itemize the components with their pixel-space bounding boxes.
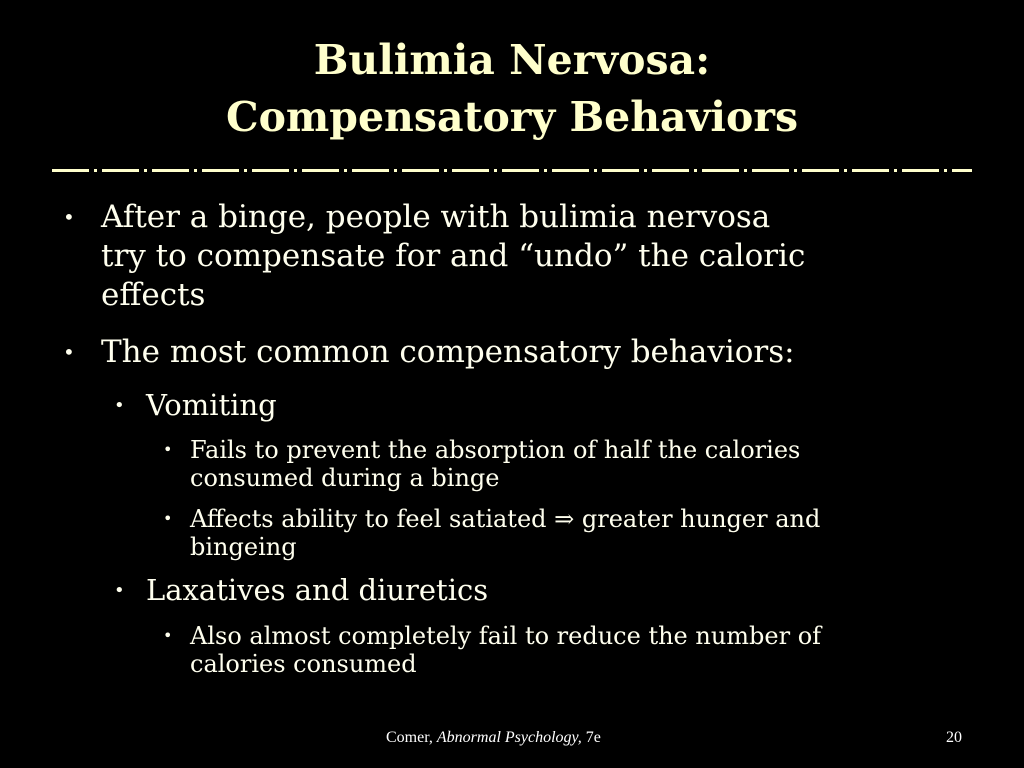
bullet-text-line: After a binge, people with bulimia nervosa [101, 199, 771, 235]
bullet-text [190, 622, 821, 678]
bullet-dot-icon: • [163, 509, 173, 528]
bullet-dot-icon: • [63, 205, 75, 229]
bullet-text-line: try to compensate for and “undo” the caloric [101, 238, 806, 274]
bullet-text-line: consumed during a binge [190, 464, 500, 492]
sub-sub-bullet-item [163, 436, 801, 492]
bullet-text [101, 198, 805, 315]
bullet-text [190, 505, 820, 561]
slide-number: 20 [946, 729, 962, 746]
bullet-item [63, 333, 795, 372]
bullet-text-line: Laxatives and diuretics [146, 573, 489, 607]
bullet-dot-icon: • [163, 440, 173, 459]
bullet-text-line: effects [101, 277, 206, 313]
bullet-text-line: bingeing [190, 533, 297, 561]
bullet-dot-icon: • [114, 395, 125, 416]
footer-citation [386, 728, 601, 748]
sub-bullet-item [114, 387, 277, 424]
bullet-text-line: Vomiting [146, 388, 277, 422]
bullet-text-line: calories consumed [190, 650, 417, 678]
bullet-text [190, 436, 800, 492]
bullet-text-line: Affects ability to feel satiated ⇒ greater hunger and [190, 505, 821, 533]
bullet-text-line: The most common compensatory behaviors: [101, 334, 795, 370]
bullet-dot-icon: • [114, 580, 125, 601]
title-line-2: Compensatory Behaviors [225, 93, 799, 141]
bullet-text-line: Also almost completely fail to reduce the number of [190, 622, 822, 650]
sub-bullet-item [114, 572, 489, 609]
bullet-text [101, 333, 795, 372]
bullet-dot-icon: • [163, 626, 173, 645]
bullet-text-line: Fails to prevent the absorption of half the calories [190, 436, 801, 464]
footer-book-title: Abnormal Psychology, [436, 729, 582, 746]
bullet-dot-icon: • [63, 340, 75, 364]
footer-author: Comer, [386, 729, 433, 746]
sub-sub-bullet-item [163, 505, 821, 561]
sub-sub-bullet-item [163, 622, 822, 678]
footer-edition: 7e [585, 729, 601, 746]
bullet-item [63, 198, 806, 315]
bullet-text [146, 572, 488, 609]
title-line-1: Bulimia Nervosa: [313, 36, 711, 84]
bullet-text [146, 387, 277, 424]
